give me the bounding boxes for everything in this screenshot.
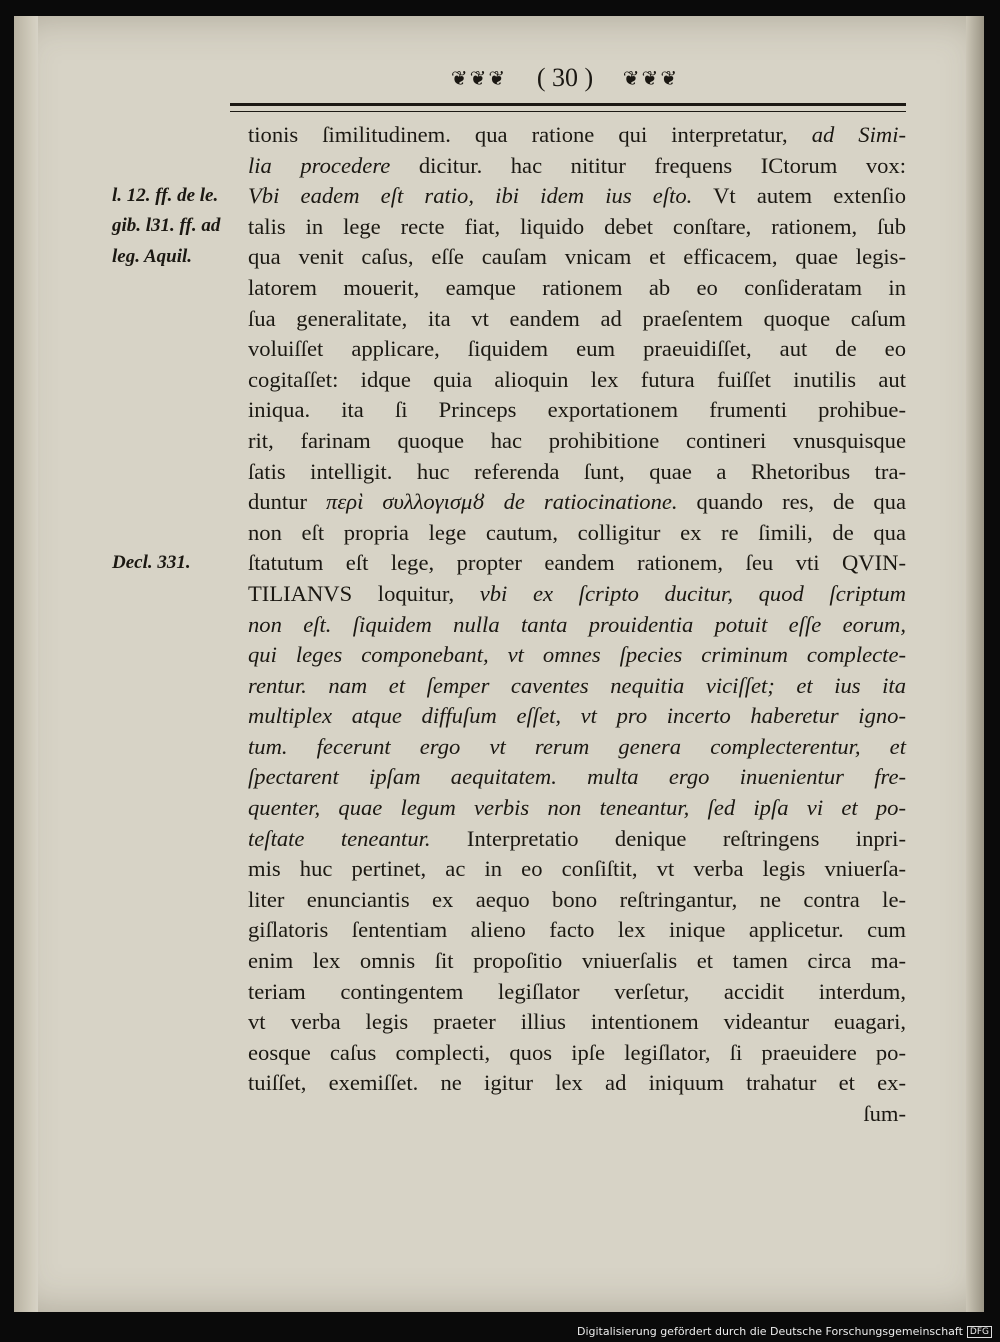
text-line: ſatis intelligit. huc referenda ſunt, quae a Rhetoribus tra- bbox=[248, 458, 906, 484]
margin-note: l. 12. ff. de le. bbox=[112, 185, 219, 206]
text-line: eosque caſus complecti, quos ipſe legiſlator, ſi praeuidere po- bbox=[248, 1039, 906, 1065]
header-rule bbox=[230, 103, 906, 112]
text-line: teriam contingentem legiſlator verſetur, accidit interdum, bbox=[248, 978, 906, 1004]
text-line: talis in lege recte fiat, liquido debet conſtare, rationem, ſub bbox=[248, 213, 906, 239]
page-gutter bbox=[14, 16, 38, 1312]
text-line: giſlatoris ſententiam alieno facto lex inique applicetur. cum bbox=[248, 917, 906, 943]
text-line: non eſt. ſiquidem nulla tanta prouidentia potuit eſſe eorum, bbox=[248, 611, 906, 637]
text-line: latorem mouerit, eamque rationem ab eo conſideratam in bbox=[248, 274, 906, 300]
text-line: enim lex omnis ſit propoſitio vniuerſalis et tamen circa ma- bbox=[248, 948, 906, 974]
text-line: duntur περὶ συλλογισμȣ de ratiocinatione. quando res, de qua bbox=[248, 489, 907, 515]
margin-note: Decl. 331. bbox=[112, 552, 191, 573]
text-line: qua venit caſus, eſſe cauſam vnicam et efficacem, quae legis- bbox=[248, 244, 906, 270]
text-line: rentur. nam et ſemper caventes nequitia viciſſet; et ius ita bbox=[248, 672, 906, 698]
ornament-right-icon: ❦❦❦ bbox=[622, 65, 680, 90]
text-line: liter enunciantis ex aequo bono reſtringantur, ne contra le- bbox=[248, 886, 906, 912]
text-line: tuiſſet, exemiſſet. ne igitur lex ad iniquum trahatur et ex- bbox=[248, 1070, 906, 1096]
margin-note: gib. l31. ff. ad bbox=[112, 215, 221, 236]
text-line: ſpectarent ipſam aequitatem. multa ergo inuenientur fre- bbox=[248, 764, 906, 790]
body-text bbox=[248, 120, 906, 1130]
text-line: mis huc pertinet, ac in eo conſiſtit, vt verba legis vniuerſa- bbox=[248, 856, 906, 882]
text-line: quenter, quae legum verbis non teneantur, ſed ipſa vi et po- bbox=[248, 795, 906, 821]
text-line: TILIANVS loquitur, vbi ex ſcripto ducitur, quod ſcriptum bbox=[248, 580, 906, 606]
digitization-credit bbox=[577, 1325, 992, 1338]
text-line: qui leges componebant, vt omnes ſpecies criminum complecte- bbox=[248, 642, 906, 668]
text-line: multiplex atque diffuſum eſſet, vt pro incerto haberetur igno- bbox=[248, 703, 906, 729]
dfg-logo: DFG bbox=[967, 1326, 992, 1338]
text-line: tum. fecerunt ergo vt rerum genera complecterentur, et bbox=[248, 733, 906, 759]
text-line: rit, farinam quoque hac prohibitione contineri vnusquisque bbox=[248, 427, 906, 453]
text-line: ſua generalitate, ita vt eandem ad praeſentem quoque caſum bbox=[248, 305, 906, 331]
text-line: ſtatutum eſt lege, propter eandem rationem, ſeu vti QVIN- bbox=[248, 550, 906, 576]
text-line: cogitaſſet: idque quia alioquin lex futura fuiſſet inutilis aut bbox=[248, 366, 906, 392]
text-line: Vbi eadem eſt ratio, ibi idem ius eſto. Vt autem extenſio bbox=[248, 183, 906, 209]
text-line: voluiſſet applicare, ſiquidem eum praeuidiſſet, aut de eo bbox=[248, 336, 906, 362]
page-edge bbox=[966, 16, 984, 1312]
text-line: teſtate teneantur. Interpretatio denique reſtringens inpri- bbox=[248, 825, 906, 851]
catchword: ſum- bbox=[863, 1101, 906, 1126]
text-line: vt verba legis praeter illius intentionem videantur euagari, bbox=[248, 1009, 906, 1035]
text-line: non eſt propria lege cautum, colligitur ex re ſimili, de qua bbox=[248, 519, 906, 545]
text-line: lia procedere dicitur. hac nititur frequens ICtorum vox: bbox=[248, 152, 906, 178]
page-number: ( 30 ) bbox=[536, 62, 594, 92]
margin-note: leg. Aquil. bbox=[112, 246, 193, 267]
ornament-left-icon: ❦❦❦ bbox=[450, 65, 508, 90]
text-line: iniqua. ita ſi Princeps exportationem frumenti prohibue- bbox=[248, 397, 906, 423]
running-header bbox=[230, 62, 900, 98]
text-line: tionis ſimilitudinem. qua ratione qui interpretatur, ad Simi- bbox=[248, 122, 907, 147]
credit-text: Digitalisierung gefördert durch die Deutsche Forschungsgemeinschaft bbox=[576, 1325, 963, 1338]
